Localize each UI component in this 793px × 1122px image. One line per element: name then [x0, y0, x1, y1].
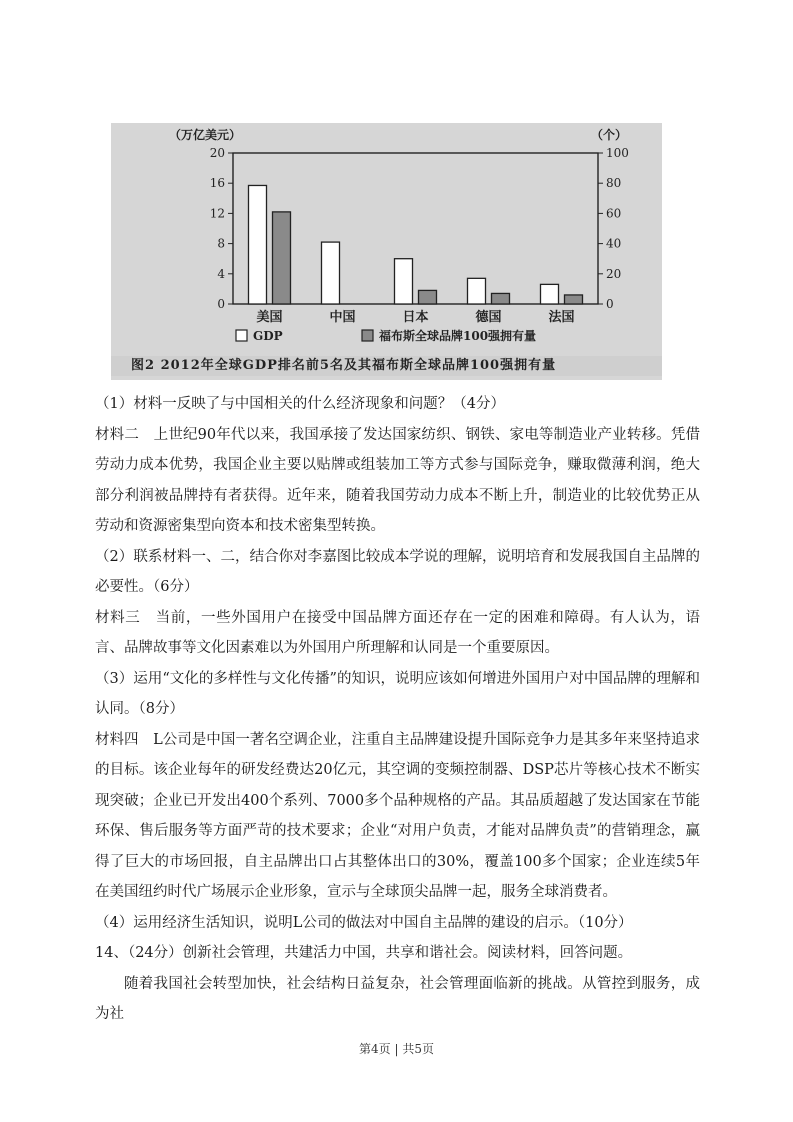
figure-caption: 图2 2012年全球GDP排名前5名及其福布斯全球品牌100强拥有量 — [111, 356, 662, 376]
gdp-bar — [468, 278, 486, 304]
category-label: 美国 — [256, 310, 283, 325]
right-axis-tick-label: 0 — [606, 297, 614, 311]
gdp-bar — [249, 185, 267, 304]
right-axis-tick-label: 20 — [606, 266, 622, 281]
legend-gdp-label: GDP — [253, 329, 283, 343]
brand-count-bar — [492, 293, 510, 304]
question-4: （4）运用经济生活知识，说明L公司的做法对中国自主品牌的建设的启示。（10分） — [95, 914, 633, 931]
material-4: 材料四 L公司是中国一著名空调企业，注重自主品牌建设提升国际竞争力是其多年来坚持追求的目标。该企业每年的研发经费达20亿元，其空调的变频控制器、DSP芯片等核心技术不断实现突破；企业已开发出400个系列、7000多个品种规格的产品。其品质超越了发达国家在节能环保、售后服务等方面严苛的技术要求；企业“对用户负责，才能对品牌负责”的营销理念，赢得了巨大的市场回报，自主品牌出口占其整体出口的30%，覆盖100多个国家；企业连续5年在美国纽约时代广场展示企业形象，宣示与全球顶尖品牌一起，服务全球消费者。 — [95, 731, 700, 900]
right-axis-title: （个） — [591, 128, 628, 142]
legend-brand-label: 福布斯全球品牌100强拥有量 — [379, 329, 537, 343]
material-2: 材料二 上世纪90年代以来，我国承接了发达国家纺织、钢铁、家电等制造业产业转移。凭借劳动力成本优势，我国企业主要以贴牌或组装加工等方式参与国际竞争，赚取微薄利润，绝大部分利润被品牌持有者获得。近年来，随着我国劳动力成本不断上升，制造业的比较优势正从劳动和资源密集型向资本和技术密集型转换。 — [95, 426, 700, 534]
left-axis-tick-label: 16 — [209, 176, 225, 191]
gdp-bar — [322, 242, 340, 304]
gdp-bar — [395, 259, 413, 304]
page-footer: 第4页 | 共5页 — [359, 1042, 434, 1056]
right-axis-tick-label: 80 — [606, 176, 622, 191]
right-axis-tick-label: 40 — [606, 236, 622, 251]
category-label: 日本 — [402, 310, 429, 325]
bar-chart-figure — [111, 123, 662, 380]
brand-count-bar — [565, 295, 583, 304]
question-1: （1）材料一反映了与中国相关的什么经济现象和问题？（4分） — [95, 396, 505, 412]
question-14-paragraph: 随着我国社会转型加快，社会结构日益复杂，社会管理面临新的挑战。从管控到服务，成为社 — [95, 975, 700, 1022]
left-axis-tick-label: 0 — [217, 297, 225, 311]
category-label: 德国 — [475, 310, 502, 325]
brand-count-bar — [273, 212, 291, 304]
brand-count-bar — [419, 290, 437, 304]
question-14: 14、（24分）创新社会管理，共建活力中国，共享和谐社会。阅读材料，回答问题。 — [95, 945, 633, 961]
question-2: （2）联系材料一、二，结合你对李嘉图比较成本学说的理解，说明培育和发展我国自主品牌的必要性。（6分） — [95, 548, 700, 595]
category-label: 中国 — [329, 310, 356, 325]
right-axis-tick-label: 100 — [606, 146, 629, 160]
legend-brand-swatch — [362, 330, 373, 341]
left-axis-tick-label: 12 — [209, 206, 225, 221]
bar-chart — [111, 123, 662, 380]
question-text-block — [95, 389, 700, 1030]
category-label: 法国 — [548, 310, 575, 325]
left-axis-tick-label: 4 — [217, 266, 225, 281]
gdp-bar — [541, 284, 559, 304]
legend-gdp-swatch — [236, 330, 247, 341]
left-axis-title: （万亿美元） — [169, 128, 242, 142]
left-axis-tick-label: 8 — [217, 236, 225, 251]
left-axis-tick-label: 20 — [209, 146, 225, 160]
right-axis-tick-label: 60 — [606, 206, 622, 221]
material-3: 材料三 当前，一些外国用户在接受中国品牌方面还存在一定的困难和障碍。有人认为，语言、品牌故事等文化因素难以为外国用户所理解和认同是一个重要原因。 — [95, 609, 700, 656]
question-3: （3）运用“文化的多样性与文化传播”的知识，说明应该如何增进外国用户对中国品牌的理解和认同。（8分） — [95, 670, 700, 717]
